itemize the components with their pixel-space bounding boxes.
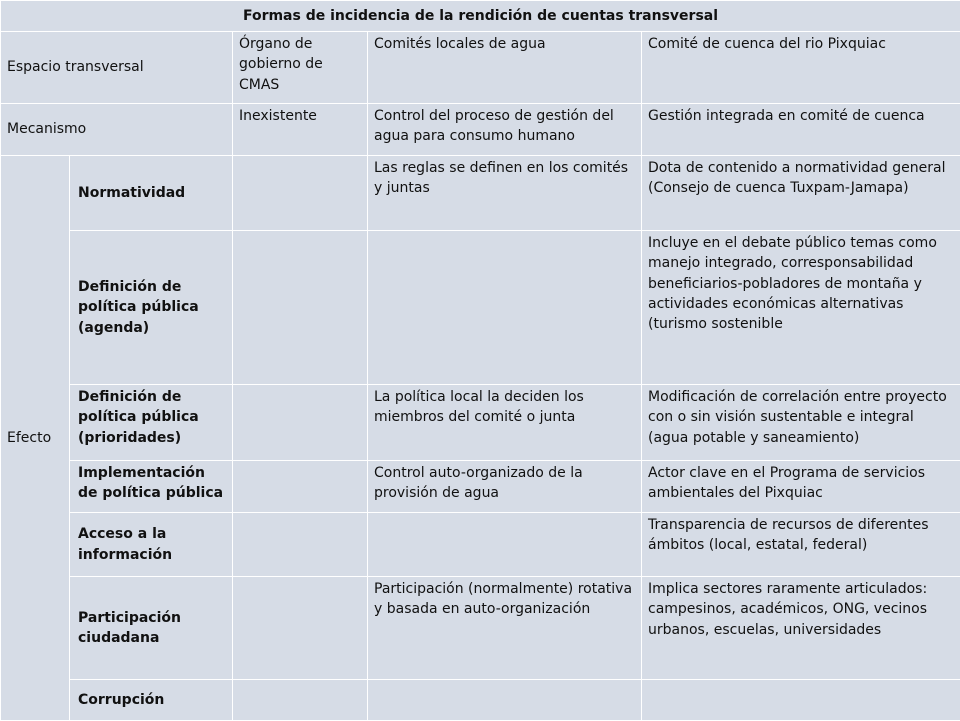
column-header-cmas: Órgano de gobierno de CMAS (233, 32, 368, 104)
sub-row-label: Acceso a la información (70, 513, 233, 577)
table-cell (233, 385, 368, 461)
effect-row (1, 385, 960, 461)
table-cell: Participación (normalmente) rotativa y basada en auto-organización (368, 577, 642, 680)
effect-row (1, 156, 960, 231)
table-cell (233, 461, 368, 513)
table-cell: Transparencia de recursos de diferentes ámbitos (local, estatal, federal) (642, 513, 960, 577)
table-cell (368, 231, 642, 385)
effect-row (1, 461, 960, 513)
table-cell: Inexistente (233, 104, 368, 156)
table-cell: Modificación de correlación entre proyecto con o sin visión sustentable e integral (agua potable y saneamiento) (642, 385, 960, 461)
table-cell: Control auto-organizado de la provisión de agua (368, 461, 642, 513)
table-cell: Actor clave en el Programa de servicios ambientales del Pixquiac (642, 461, 960, 513)
sub-row-label: Definición de política pública (agenda) (70, 231, 233, 385)
effect-row (1, 577, 960, 680)
row-label-espacio: Espacio transversal (1, 32, 233, 104)
row-label-efecto: Efecto (1, 156, 70, 721)
mechanism-row (1, 104, 960, 156)
table-cell (368, 680, 642, 721)
sub-row-label: Implementación de política pública (70, 461, 233, 513)
effect-row (1, 513, 960, 577)
sub-row-label: Corrupción (70, 680, 233, 721)
column-header-comite-cuenca: Comité de cuenca del rio Pixquiac (642, 32, 960, 104)
table-cell: Incluye en el debate público temas como manejo integrado, corresponsabilidad beneficiarios-pobladores de montaña y actividades económicas alternativas (turismo sostenible (642, 231, 960, 385)
table-cell (233, 156, 368, 231)
table-cell (233, 231, 368, 385)
sub-row-label: Definición de política pública (prioridades) (70, 385, 233, 461)
table-cell: Dota de contenido a normatividad general (Consejo de cuenca Tuxpam-Jamapa) (642, 156, 960, 231)
table-cell (233, 680, 368, 721)
column-header-comites-locales: Comités locales de agua (368, 32, 642, 104)
table-cell: Control del proceso de gestión del agua para consumo humano (368, 104, 642, 156)
table-cell (368, 513, 642, 577)
effect-row (1, 680, 960, 721)
sub-row-label: Participación ciudadana (70, 577, 233, 680)
table-cell: Las reglas se definen en los comités y juntas (368, 156, 642, 231)
title-row (1, 1, 960, 32)
effect-row (1, 231, 960, 385)
table-cell: Gestión integrada en comité de cuenca (642, 104, 960, 156)
table-cell (233, 513, 368, 577)
table-cell: La política local la deciden los miembros del comité o junta (368, 385, 642, 461)
table-cell: Implica sectores raramente articulados: campesinos, académicos, ONG, vecinos urbanos, escuelas, universidades (642, 577, 960, 680)
table-cell (642, 680, 960, 721)
table-title: Formas de incidencia de la rendición de cuentas transversal (1, 1, 960, 32)
row-label-mecanismo: Mecanismo (1, 104, 233, 156)
table-cell (233, 577, 368, 680)
header-row (1, 32, 960, 104)
sub-row-label: Normatividad (70, 156, 233, 231)
